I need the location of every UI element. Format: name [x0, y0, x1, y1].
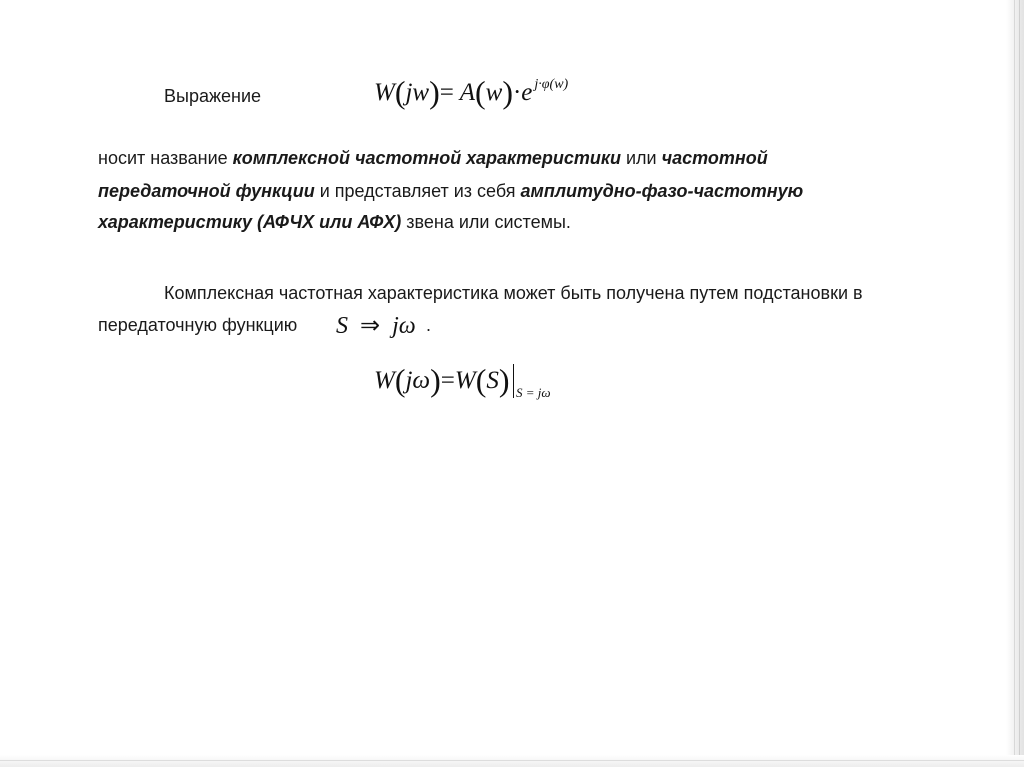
page-edge-decoration	[1006, 0, 1024, 767]
term-transfer-function: передаточной функции	[98, 181, 315, 201]
term-afchh: характеристику (АФЧХ или АФХ)	[98, 212, 402, 232]
formula1-base: e	[521, 79, 533, 106]
text-run: носит название	[98, 148, 233, 168]
substitution-period: .	[426, 315, 432, 335]
formula1-exponent: j·φ(w)	[534, 77, 569, 92]
formula1-eq: =	[439, 79, 454, 106]
paragraph-2-line-2: передаточную функцию	[98, 315, 298, 335]
paragraph-2-line-1: Комплексная частотная характеристика может быть получена путем подстановки в	[164, 283, 863, 303]
text-run: или	[621, 148, 662, 168]
formula2-eval-at: S = jω	[516, 385, 551, 400]
expression-label: Выражение	[164, 86, 262, 106]
term-amplitude-phase: амплитудно-фазо-частотную	[520, 181, 804, 201]
formula2-lhs-fn: W	[374, 367, 395, 394]
paragraph-1-line-2	[98, 175, 803, 208]
formula1-dot: ·	[512, 79, 522, 106]
sub-to: jω	[392, 313, 416, 339]
formula2-eq: =	[440, 367, 455, 394]
text-run: звена или системы.	[401, 212, 571, 232]
evaluation-bar	[513, 364, 515, 398]
term-frequency: частотной	[661, 148, 768, 168]
paragraph-1-line-1	[98, 142, 768, 175]
page-edge-decoration-bottom	[0, 755, 1024, 767]
formula-frequency-response: W(jw)= A(w)·e $^{j\cdot\varphi(w)}$	[374, 74, 569, 110]
paragraph-1-line-3	[98, 206, 571, 239]
formula2-rhs-arg: S	[486, 367, 499, 394]
formula2-lhs-arg: jω	[405, 367, 431, 394]
term-complex-frequency-characteristic: комплексной частотной характеристики	[232, 148, 621, 168]
sub-from: S	[336, 313, 348, 339]
formula1-rhs-arg: w	[485, 79, 503, 106]
formula2-rhs-fn: W	[454, 367, 476, 394]
text-run: и представляет из себя	[314, 181, 521, 201]
implies-arrow-icon: ⇒	[360, 313, 381, 339]
formula1-lhs-arg: jw	[405, 79, 430, 106]
formula1-lhs-fn: W	[374, 79, 395, 106]
formula-substitution-result: W(jω)=W(S) $_{S = j\omega}$	[374, 362, 551, 400]
formula1-rhs-fn: A	[459, 79, 475, 106]
substitution-formula	[336, 311, 416, 340]
